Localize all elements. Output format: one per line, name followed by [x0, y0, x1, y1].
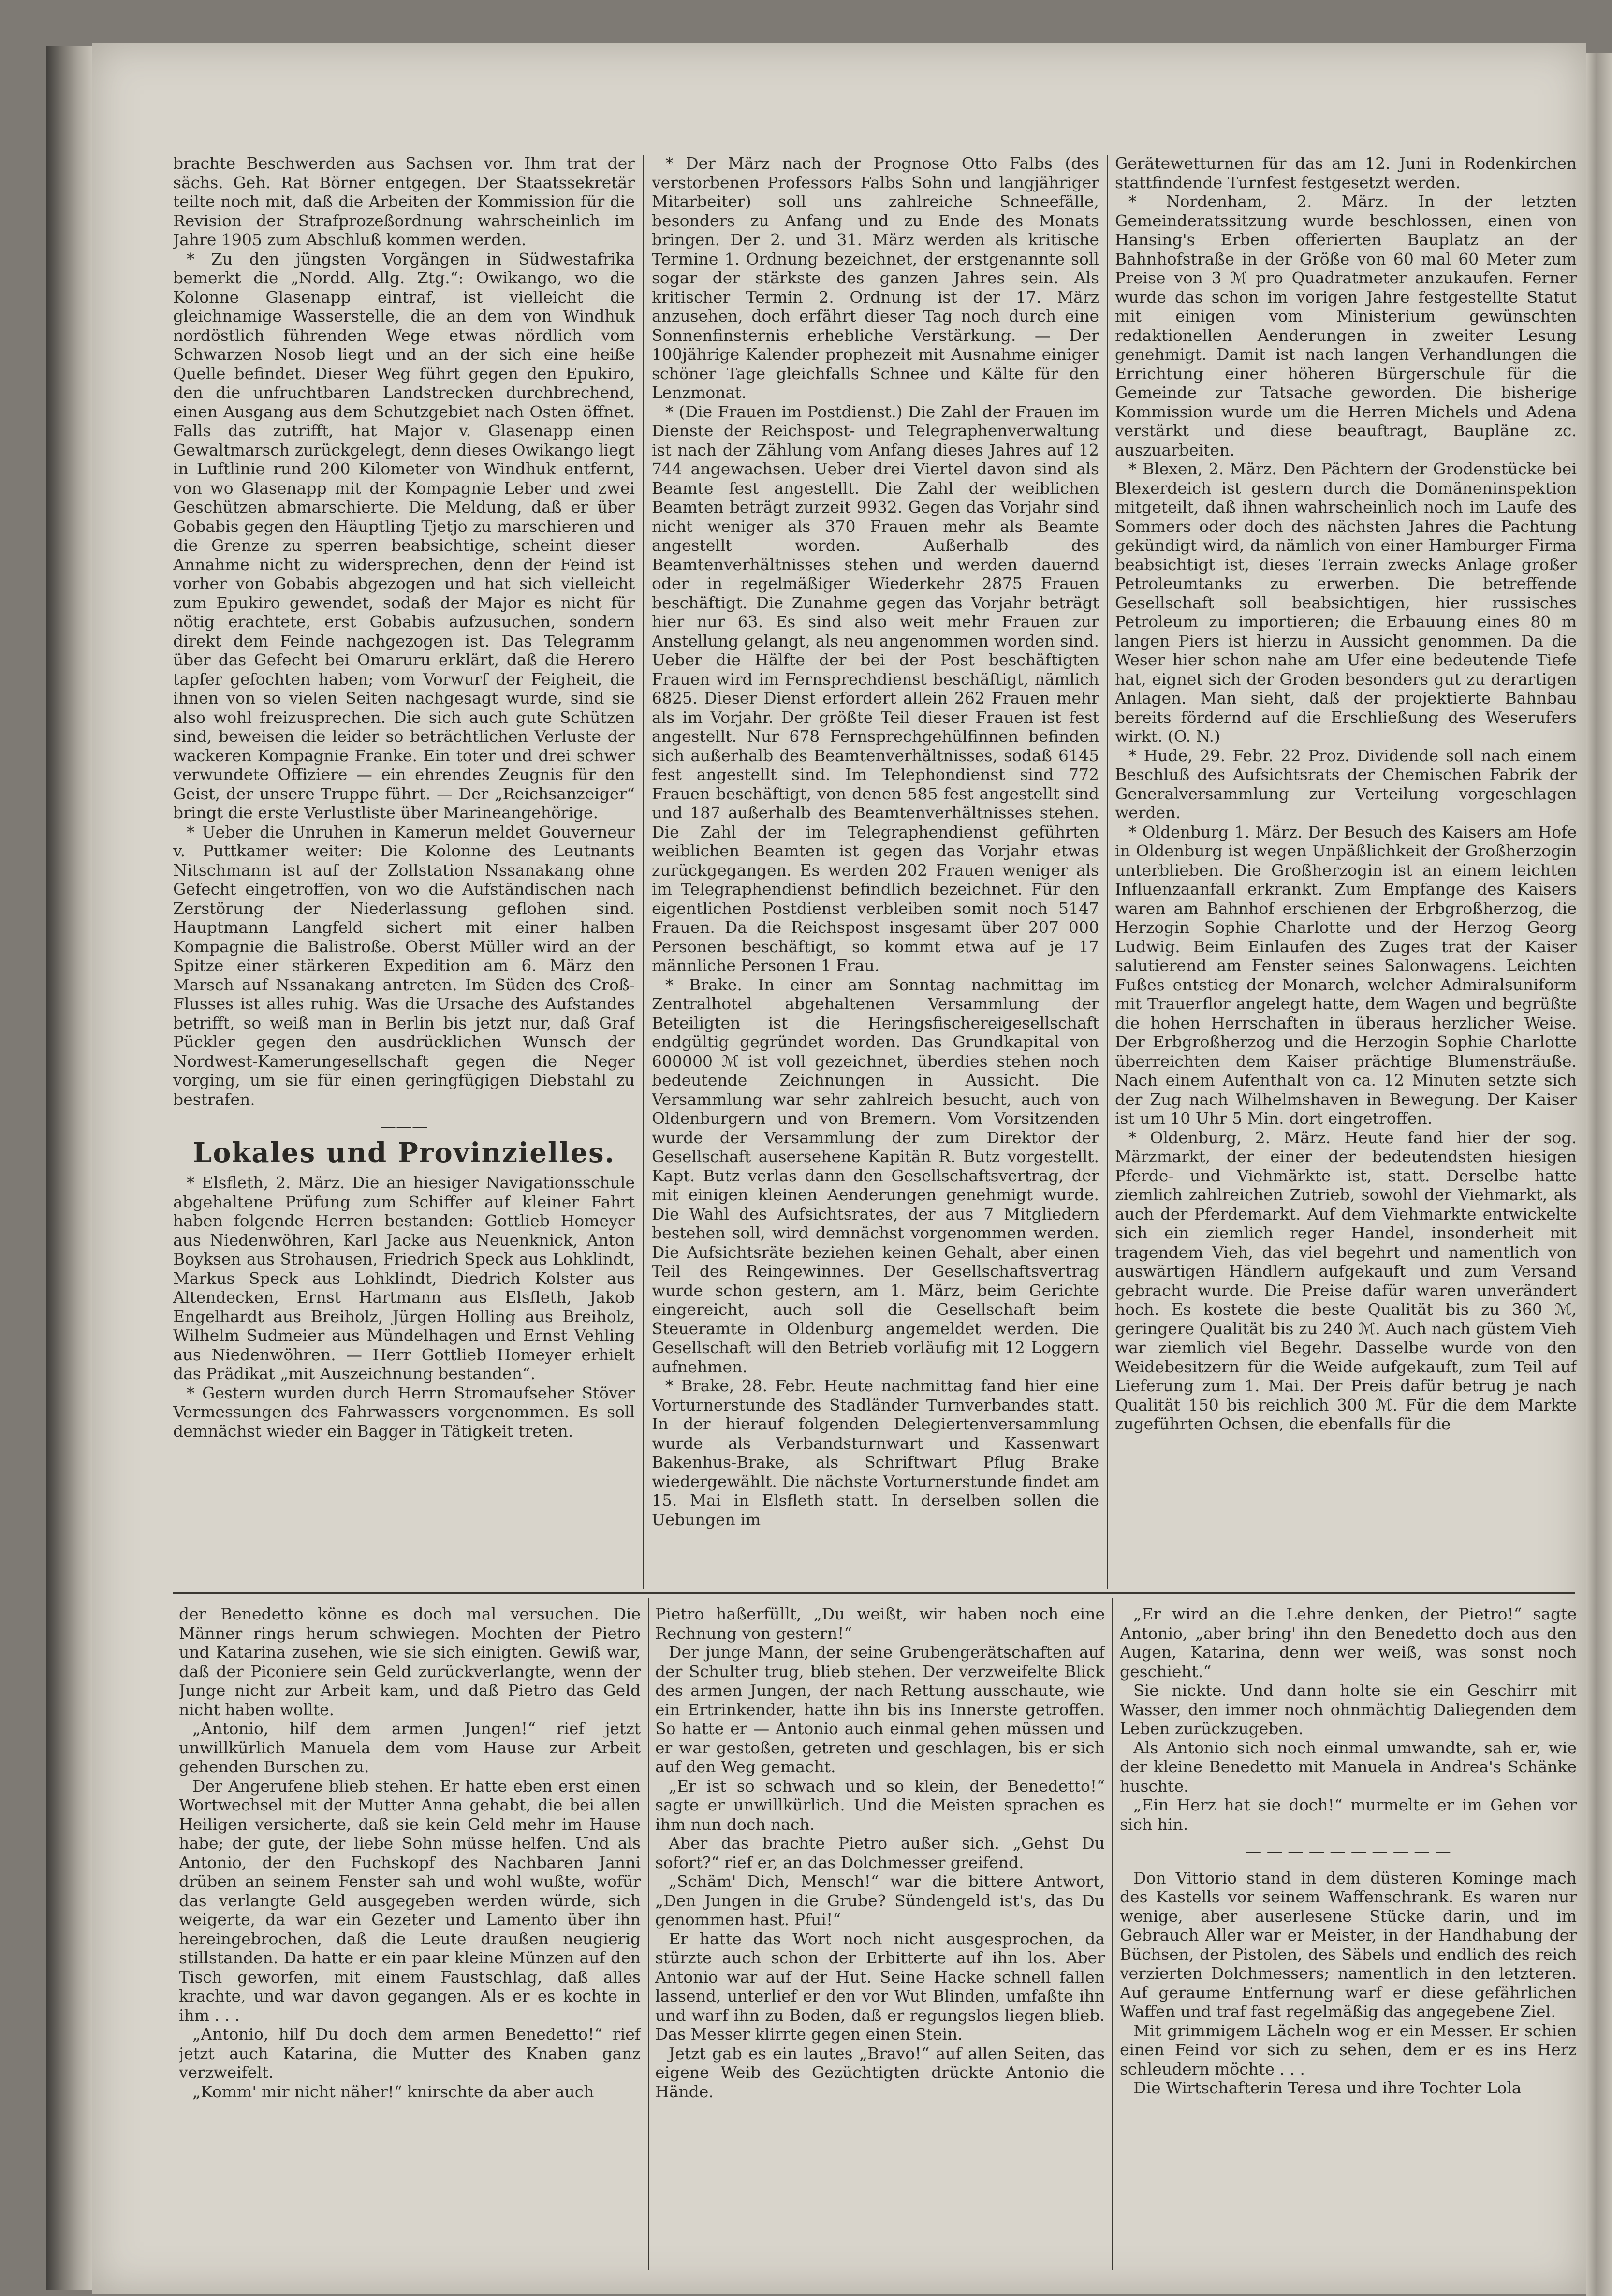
article-blexen: * Blexen, 2. März. Den Pächtern der Grodenstücke bei Blexerdeich ist gestern durch die Domäneninspektion mitgeteilt, daß ihnen wahrscheinlich noch im Laufe des Sommers oder doch des nächsten Jahres die Pachtung gekündigt wird, da nämlich von einer Hamburger Firma beabsichtigt ist, dieses Terrain zwecks Anlage großer Petroleumtanks zu erwerben. Die betreffende Gesellschaft soll beabsichtigen, hier russisches Petroleum zu importieren; die Erbauung eines 80 m langen Piers ist hierzu in Aussicht genommen. Da die Weser hier schon nahe am Ufer eine bedeutende Tiefe hat, eignet sich der Groden besonders gut zu derartigen Anlagen. Man sieht, daß der projektierte Bahnbau bereits fördernd auf die Erschließung des Weserufers wirkt. (O. N.)	[1115, 459, 1577, 746]
story-text: Jetzt gab es ein lautes „Bravo!“ auf allen Seiten, das eigene Weib des Gezüchtigten drückte Antonio die Hände.	[655, 2044, 1105, 2101]
section-separator: ———	[380, 1117, 428, 1135]
article-hude: * Hude, 29. Febr. 22 Proz. Dividende soll nach einem Beschluß des Aufsichtsrats der Chemischen Fabrik der Generalversammlung zur Verteilung vorgeschlagen werden.	[1115, 746, 1577, 822]
story-text: „Komm' mir nicht näher!“ knirschte da aber auch	[192, 2082, 594, 2101]
story-text: Pietro haßerfüllt, „Du weißt, wir haben noch eine Rechnung von gestern!“	[655, 1604, 1105, 1643]
column-3	[1115, 154, 1577, 1588]
story-text: Don Vittorio stand in dem düsteren Kominge mach des Kastells vor seinem Waffenschrank. Es waren nur wenige, aber auserlesene Stücke darin, und im Gebrauch Aller war er Meister, in der Handhabung der Büchsen, der Pistolen, des Säbels und endlich des reich verzierten Dolchmessers; namentlich in den letzteren. Auf geraume Entfernung warf er diese gefährlichen Waffen und traf fast regelmäßig das angegebene Ziel.	[1120, 1868, 1577, 2021]
story-text: „Er wird an die Lehre denken, der Pietro!“ sagte Antonio, „aber bring' ihn den Benedetto doch aus den Augen, Katarina, denn wer weiß, was sonst noch geschieht.“	[1120, 1604, 1577, 1681]
column-1	[173, 154, 635, 1588]
page-edge	[1586, 53, 1612, 2296]
article-fahrwasser: * Gestern wurden durch Herrn Stromaufseher Stöver Vermessungen des Fahrwassers vorgenommen. Es soll demnächst wieder ein Bagger in Tätigkeit treten.	[173, 1383, 635, 1441]
column-rule	[1107, 155, 1108, 1589]
article-suedwestafrika: * Zu den jüngsten Vorgängen in Südwestafrika bemerkt die „Nordd. Allg. Ztg.“: Owikango, wo die Kolonne Glasenapp eintraf, ist vielleicht die gleichnamige Wasserstelle, die an dem von Windhuk nordöstlich führenden Wege etwas nördlich vom Schwarzen Nosob liegt und an der sich eine heiße Quelle befindet. Dieser Weg führt gegen den Epukiro, den die unfruchtbaren Landstrecken durchbrechend, einen Ausgang aus dem Schutzgebiet nach Osten öffnet. Falls das zutrifft, hat Major v. Glasenapp einen Gewaltmarsch zurückgelegt, denn dieses Owikango liegt in Luftlinie rund 200 Kilometer von Windhuk entfernt, von wo Glasenapp mit der Kompagnie Leber und zwei Geschützen abmarschierte. Die Meldung, daß er über Gobabis gegen den Häuptling Tjetjo zu marschieren und die Grenze zu sperren beabsichtige, scheint dieser Annahme nicht zu widersprechen, denn der Feind ist vorher von Gobabis abgezogen und hat sich vielleicht zum Epukiro gewendet, sodaß der Major es nicht für nötig erachtete, erst Gobabis aufzusuchen, sondern direkt dem Feinde nachgezogen ist. Das Telegramm über das Gefecht bei Omaruru erklärt, daß die Herero tapfer gefochten haben; vom Vorwurf der Feigheit, die ihnen von so vielen Seiten nachgesagt wurde, sind sie also wohl freizusprechen. Die sich auch gute Schützen sind, beweisen die leider so beträchtlichen Verluste der wackeren Kompagnie Franke. Ein toter und drei schwer verwundete Offiziere — ein ehrendes Zeugnis für den Geist, der unsere Truppe führt. — Der „Reichsanzeiger“ bringt die erste Verlustliste über Marineangehörige.	[173, 249, 635, 822]
article-brake-turnen: * Brake, 28. Febr. Heute nachmittag fand hier eine Vorturnerstunde des Stadländer Turnverbandes statt. In der hierauf folgenden Delegiertenversammlung wurde als Verbandsturnwart und Kassenwart Bakenhus-Brake, als Schriftwart Pflug Brake wiedergewählt. Die nächste Vorturnerstunde findet am 15. Mai in Elsfleth statt. In derselben sollen die Uebungen im	[652, 1376, 1099, 1529]
story-text: Der Angerufene blieb stehen. Er hatte eben erst einen Wortwechsel mit der Mutter Anna gehabt, die bei allen Heiligen versicherte, daß sie kein Geld mehr im Hause habe; der gute, der liebe Sohn müsse helfen. Und als Antonio, der den Fuchskopf des Nachbaren Janni drüben an seinem Fenster sah und wohl wußte, wofür das verlangte Geld ausgegeben werden würde, sich weigerte, da war ein Gezeter und Lamento über ihn hereingebrochen, daß die Leute draußen neugierig stillstanden. Da hatte er ein paar kleine Münzen auf den Tisch geworfen, mit einem Faustschlag, daß alles krachte, und war davon gegangen. Als er es kochte in ihm . . .	[179, 1776, 641, 2025]
article-oldenburg-kaiser: * Oldenburg 1. März. Der Besuch des Kaisers am Hofe in Oldenburg ist wegen Unpäßlichkeit der Großherzogin unterblieben. Die Großherzogin ist an einem leichten Influenzaanfall erkrankt. Zum Empfange des Kaisers waren am Bahnhof erschienen der Erbgroßherzog, die Herzogin Sophie Charlotte und der Herzog Georg Ludwig. Beim Einlaufen des Zuges trat der Kaiser salutierend am Fenster seines Salonwagens. Leichten Fußes entstieg der Monarch, welcher Admiralsuniform mit Trauerflor angelegt hatte, dem Wagen und begrüßte die hohen Herrschaften in überaus herzlicher Weise. Der Erbgroßherzog und die Herzogin Sophie Charlotte überreichten dem Kaiser prächtige Blumensträuße. Nach einem Aufenthalt von ca. 12 Minuten setzte sich der Zug nach Wilhelmshaven in Bewegung. Der Kaiser ist um 10 Uhr 5 Min. dort eingetroffen.	[1115, 822, 1577, 1128]
article-elsfleth: * Elsfleth, 2. März. Die an hiesiger Navigationsschule abgehaltene Prüfung zum Schiffer auf kleiner Fahrt haben folgende Herren bestanden: Gottlieb Homeyer aus Niedenwöhren, Karl Jacke aus Neuenknick, Anton Boyksen aus Strohausen, Friedrich Speck aus Lohklindt, Markus Speck aus Lohklindt, Diedrich Kolster aus Altendecken, Ernst Hartmann aus Elsfleth, Jakob Engelhardt aus Breiholz, Jürgen Holling aus Breiholz, Wilhelm Sudmeier aus Mündelhagen und Ernst Vehling aus Niedenwöhren. — Herr Gottlieb Homeyer erhielt das Prädikat „mit Auszeichnung bestanden“.	[173, 1173, 635, 1383]
article-text: Gerätewetturnen für das am 12. Juni in Rodenkirchen stattfindende Turnfest festgesetzt werden.	[1115, 154, 1577, 192]
feuilleton-rule	[173, 1592, 1575, 1594]
column-rule	[1112, 1598, 1113, 2270]
story-text: Aber das brachte Pietro außer sich. „Gehst Du sofort?“ rief er, an das Dolchmesser greifend.	[655, 1834, 1105, 1872]
article-brake-hering: * Brake. In einer am Sonntag nachmittag im Zentralhotel abgehaltenen Versammlung der Beteiligten ist die Heringsfischereigesellschaft endgültig gegründet worden. Das Grundkapital von 600000 ℳ ist voll gezeichnet, überdies stehen noch bedeutende Zeichnungen in Aussicht. Die Versammlung war sehr zahlreich besucht, auch von Oldenburgern und von Bremern. Vom Vorsitzenden wurde der Versammlung der zum Direktor der Gesellschaft ausersehene Kapitän R. Butz vorgestellt. Kapt. Butz verlas dann den Gesellschaftsvertrag, der mit einigen kleinen Aenderungen genehmigt wurde. Die Wahl des Aufsichtsrates, der aus 7 Mitgliedern bestehen soll, wird demnächst vorgenommen werden. Die Aufsichtsräte beziehen keinen Gehalt, aber einen Teil des Reingewinnes. Der Gesellschaftsvertrag wurde schon gestern, am 1. März, beim Gerichte eingereicht, auch soll die Gesellschaft beim Steueramte in Oldenburg angemeldet werden. Die Gesellschaft will den Betrieb vorläufig mit 12 Loggern aufnehmen.	[652, 975, 1099, 1376]
story-text: „Antonio, hilf Du doch dem armen Benedetto!“ rief jetzt auch Katarina, die Mutter des Knaben ganz verzweifelt.	[179, 2025, 641, 2082]
feuilleton-column-3	[1120, 1604, 1577, 2272]
story-text: Die Wirtschafterin Teresa und ihre Tochter Lola	[1133, 2078, 1522, 2097]
column-2	[652, 154, 1099, 1588]
story-text: der Benedetto könne es doch mal versuchen. Die Männer rings herum schwiegen. Mochten der Pietro und Katarina zusehen, wie sie sich einigten. Gewiß war, daß der Piconiere sein Geld zurückverlangte, wenn der Junge nicht zur Arbeit kam, und daß Pietro das Geld nicht haben wollte.	[179, 1604, 641, 1719]
story-text: Als Antonio sich noch einmal umwandte, sah er, wie der kleine Benedetto mit Manuela in Andrea's Schänke huschte.	[1120, 1738, 1577, 1796]
story-text: „Ein Herz hat sie doch!“ murmelte er im Gehen vor sich hin.	[1120, 1796, 1577, 1834]
story-text: Der junge Mann, der seine Grubengerätschaften auf der Schulter trug, blieb stehen. Der verzweifelte Blick des armen Jungen, der nach Rettung ausschaute, wie ein Ertrinkender, hatte ihn bis ins Innerste getroffen. So hatte er — Antonio auch einmal gehen müssen und er war gestoßen, getreten und geschlagen, bis er sich auf den Weg gemacht.	[655, 1643, 1105, 1776]
column-rule	[648, 1598, 649, 2270]
story-text: „Antonio, hilf dem armen Jungen!“ rief jetzt unwillkürlich Manuela dem vom Hause zur Arbeit gehenden Burschen zu.	[179, 1719, 641, 1776]
story-text: Mit grimmigem Lächeln wog er ein Messer. Er schien einen Feind vor sich zu sehen, dem er es ins Herz schleudern möchte . . .	[1120, 2021, 1577, 2078]
article-maerz-prognose: * Der März nach der Prognose Otto Falbs (des verstorbenen Professors Falbs Sohn und langjähriger Mitarbeiter) soll uns zahlreiche Schneefälle, besonders zu Anfang und zu Ende des Monats bringen. Der 2. und 31. März werden als kritische Termine 1. Ordnung bezeichnet, der erstgenannte soll sogar der stärkste des ganzen Jahres sein. Als kritischer Termin 2. Ordnung ist der 17. März anzusehen, doch erfährt dieser Tag noch durch eine Sonnenfinsternis erhebliche Verstärkung. — Der 100jährige Kalender prophezeit mit Ausnahme einiger schöner Tage gleichfalls Schnee und Kälte für den Lenzmonat.	[652, 154, 1099, 402]
article-text: brachte Beschwerden aus Sachsen vor. Ihm trat der sächs. Geh. Rat Börner entgegen. Der Staatssekretär teilte noch mit, daß die Arbeiten der Kommission für die Revision der Strafprozeßordnung wahrscheinlich im Jahre 1905 zum Abschluß kommen werden.	[173, 154, 635, 249]
story-text: Sie nickte. Und dann holte sie ein Geschirr mit Wasser, den immer noch ohnmächtig Daliegenden dem Leben zurückzugeben.	[1120, 1681, 1577, 1738]
story-separator: — — — — — — — — — —	[1246, 1841, 1451, 1860]
article-oldenburg-markt: * Oldenburg, 2. März. Heute fand hier der sog. Märzmarkt, der einer der bedeutendsten hiesigen Pferde- und Viehmärkte ist, statt. Derselbe hatte ziemlich zahlreichen Zutrieb, sowohl der Viehmarkt, als auch der Pferdemarkt. Auf dem Viehmarkte entwickelte sich ein ziemlich reger Handel, insonderheit mit tragendem Vieh, das viel begehrt und namentlich von auswärtigen Händlern aufgekauft und zum Versand gebracht wurde. Die Preise dafür waren unverändert hoch. Es kostete die beste Qualität bis zu 360 ℳ, geringere Qualität bis zu 240 ℳ. Auch nach güstem Vieh war ziemlich viel Begehr. Dasselbe wurde von den Weidebesitzern für die Weide aufgekauft, zum Teil auf Lieferung zum 1. Mai. Der Preis dafür betrug je nach Qualität 150 bis reichlich 300 ℳ. Für die dem Markte zugeführten Ochsen, die ebenfalls für die	[1115, 1128, 1577, 1433]
story-text: Er hatte das Wort noch nicht ausgesprochen, da stürzte auch schon der Erbitterte auf ihn los. Aber Antonio war auf der Hut. Seine Hacke schnell fallen lassend, unterlief er den vor Wut Blinden, umfaßte ihn und warf ihn zu Boden, daß er regungslos liegen blieb. Das Messer klirrte gegen einen Stein.	[655, 1929, 1105, 2044]
article-kamerun: * Ueber die Unruhen in Kamerun meldet Gouverneur v. Puttkamer weiter: Die Kolonne des Leutnants Nitschmann ist auf der Zollstation Nssanakang ohne Gefecht eingetroffen, von wo die Aufständischen nach Zerstörung der Niederlassung geflohen sind. Hauptmann Langfeld sichert mit einer halben Kompagnie die Balistroße. Oberst Müller wird an der Spitze einer stärkeren Expedition am 6. März den Marsch auf Nssanakang antreten. Im Süden des Croß-Flusses ist alles ruhig. Was die Ursache des Aufstandes betrifft, so weiß man in Berlin bis jetzt nur, daß Graf Pückler gegen den ausdrücklichen Wunsch der Nordwest-Kamerungesellschaft gegen die Neger vorging, um sie für einen geringfügigen Diebstahl zu bestrafen.	[173, 822, 635, 1109]
story-text: „Er ist so schwach und so klein, der Benedetto!“ sagte er unwillkürlich. Und die Meisten sprachen es ihm nun doch nach.	[655, 1776, 1105, 1834]
article-nordenham: * Nordenham, 2. März. In der letzten Gemeinderatssitzung wurde beschlossen, einen von Hansing's Erben offerierten Bauplatz an der Bahnhofstraße in der Größe von 60 mal 60 Meter zum Preise von 3 ℳ pro Quadratmeter anzukaufen. Ferner wurde das schon im vorigen Jahre festgestellte Statut mit einigen vom Ministerium gewünschten redaktionellen Aenderungen in zweiter Lesung genehmigt. Damit ist nach langen Verhandlungen die Errichtung einer höheren Bürgerschule für die Gemeinde zur Tatsache geworden. Die bisherige Kommission wurde um die Herren Michels und Adena verstärkt und diese beauftragt, Baupläne zc. auszuarbeiten.	[1115, 192, 1577, 459]
book-spine	[46, 46, 92, 2290]
story-text: „Schäm' Dich, Mensch!“ war die bittere Antwort, „Den Jungen in die Grube? Sündengeld ist's, das Du genommen hast. Pfui!“	[655, 1872, 1105, 1929]
section-heading: Lokales und Provinzielles.	[192, 1136, 615, 1169]
article-frauen-postdienst: * (Die Frauen im Postdienst.) Die Zahl der Frauen im Dienste der Reichspost- und Telegraphenverwaltung ist nach der Zählung vom Anfang dieses Jahres auf 12 744 angewachsen. Ueber drei Viertel davon sind als Beamte fest angestellt. Die Zahl der weiblichen Beamten beträgt zurzeit 9932. Gegen das Vorjahr sind nicht weniger als 370 Frauen mehr als Beamte angestellt worden. Außerhalb des Beamtenverhältnisses stehen und werden dauernd oder in regelmäßiger Wiederkehr 2875 Frauen beschäftigt. Die Zunahme gegen das Vorjahr beträgt hier nur 63. Es sind also weit mehr Frauen zur Anstellung gelangt, als neu angenommen worden sind. Ueber die Hälfte der bei der Post beschäftigten Frauen wird im Fernsprechdienst beschäftigt, nämlich 6825. Dieser Dienst erfordert allein 262 Frauen mehr als im Vorjahr. Der größte Teil dieser Frauen ist fest angestellt. Nur 678 Fernsprechgehülfinnen befinden sich außerhalb des Beamtenverhältnisses, sodaß 6145 fest angestellt sind. Im Telephondienst sind 772 Frauen beschäftigt, von denen 585 fest angestellt sind und 187 außerhalb des Beamtenverhältnisses stehen. Die Zahl der im Telegraphendienst geführten weiblichen Beamten ist gegen das Vorjahr etwas zurückgegangen. Es werden 202 Frauen weniger als im Telegraphendienst befindlich bezeichnet. Für den eigentlichen Postdienst verbleiben somit noch 5147 Frauen. Da die Reichspost insgesamt über 207 000 Personen beschäftigt, so kommt etwa auf je 17 männliche Personen 1 Frau.	[652, 402, 1099, 975]
feuilleton-column-1	[179, 1604, 641, 2272]
feuilleton-column-2	[655, 1604, 1105, 2272]
column-rule	[643, 155, 644, 1589]
